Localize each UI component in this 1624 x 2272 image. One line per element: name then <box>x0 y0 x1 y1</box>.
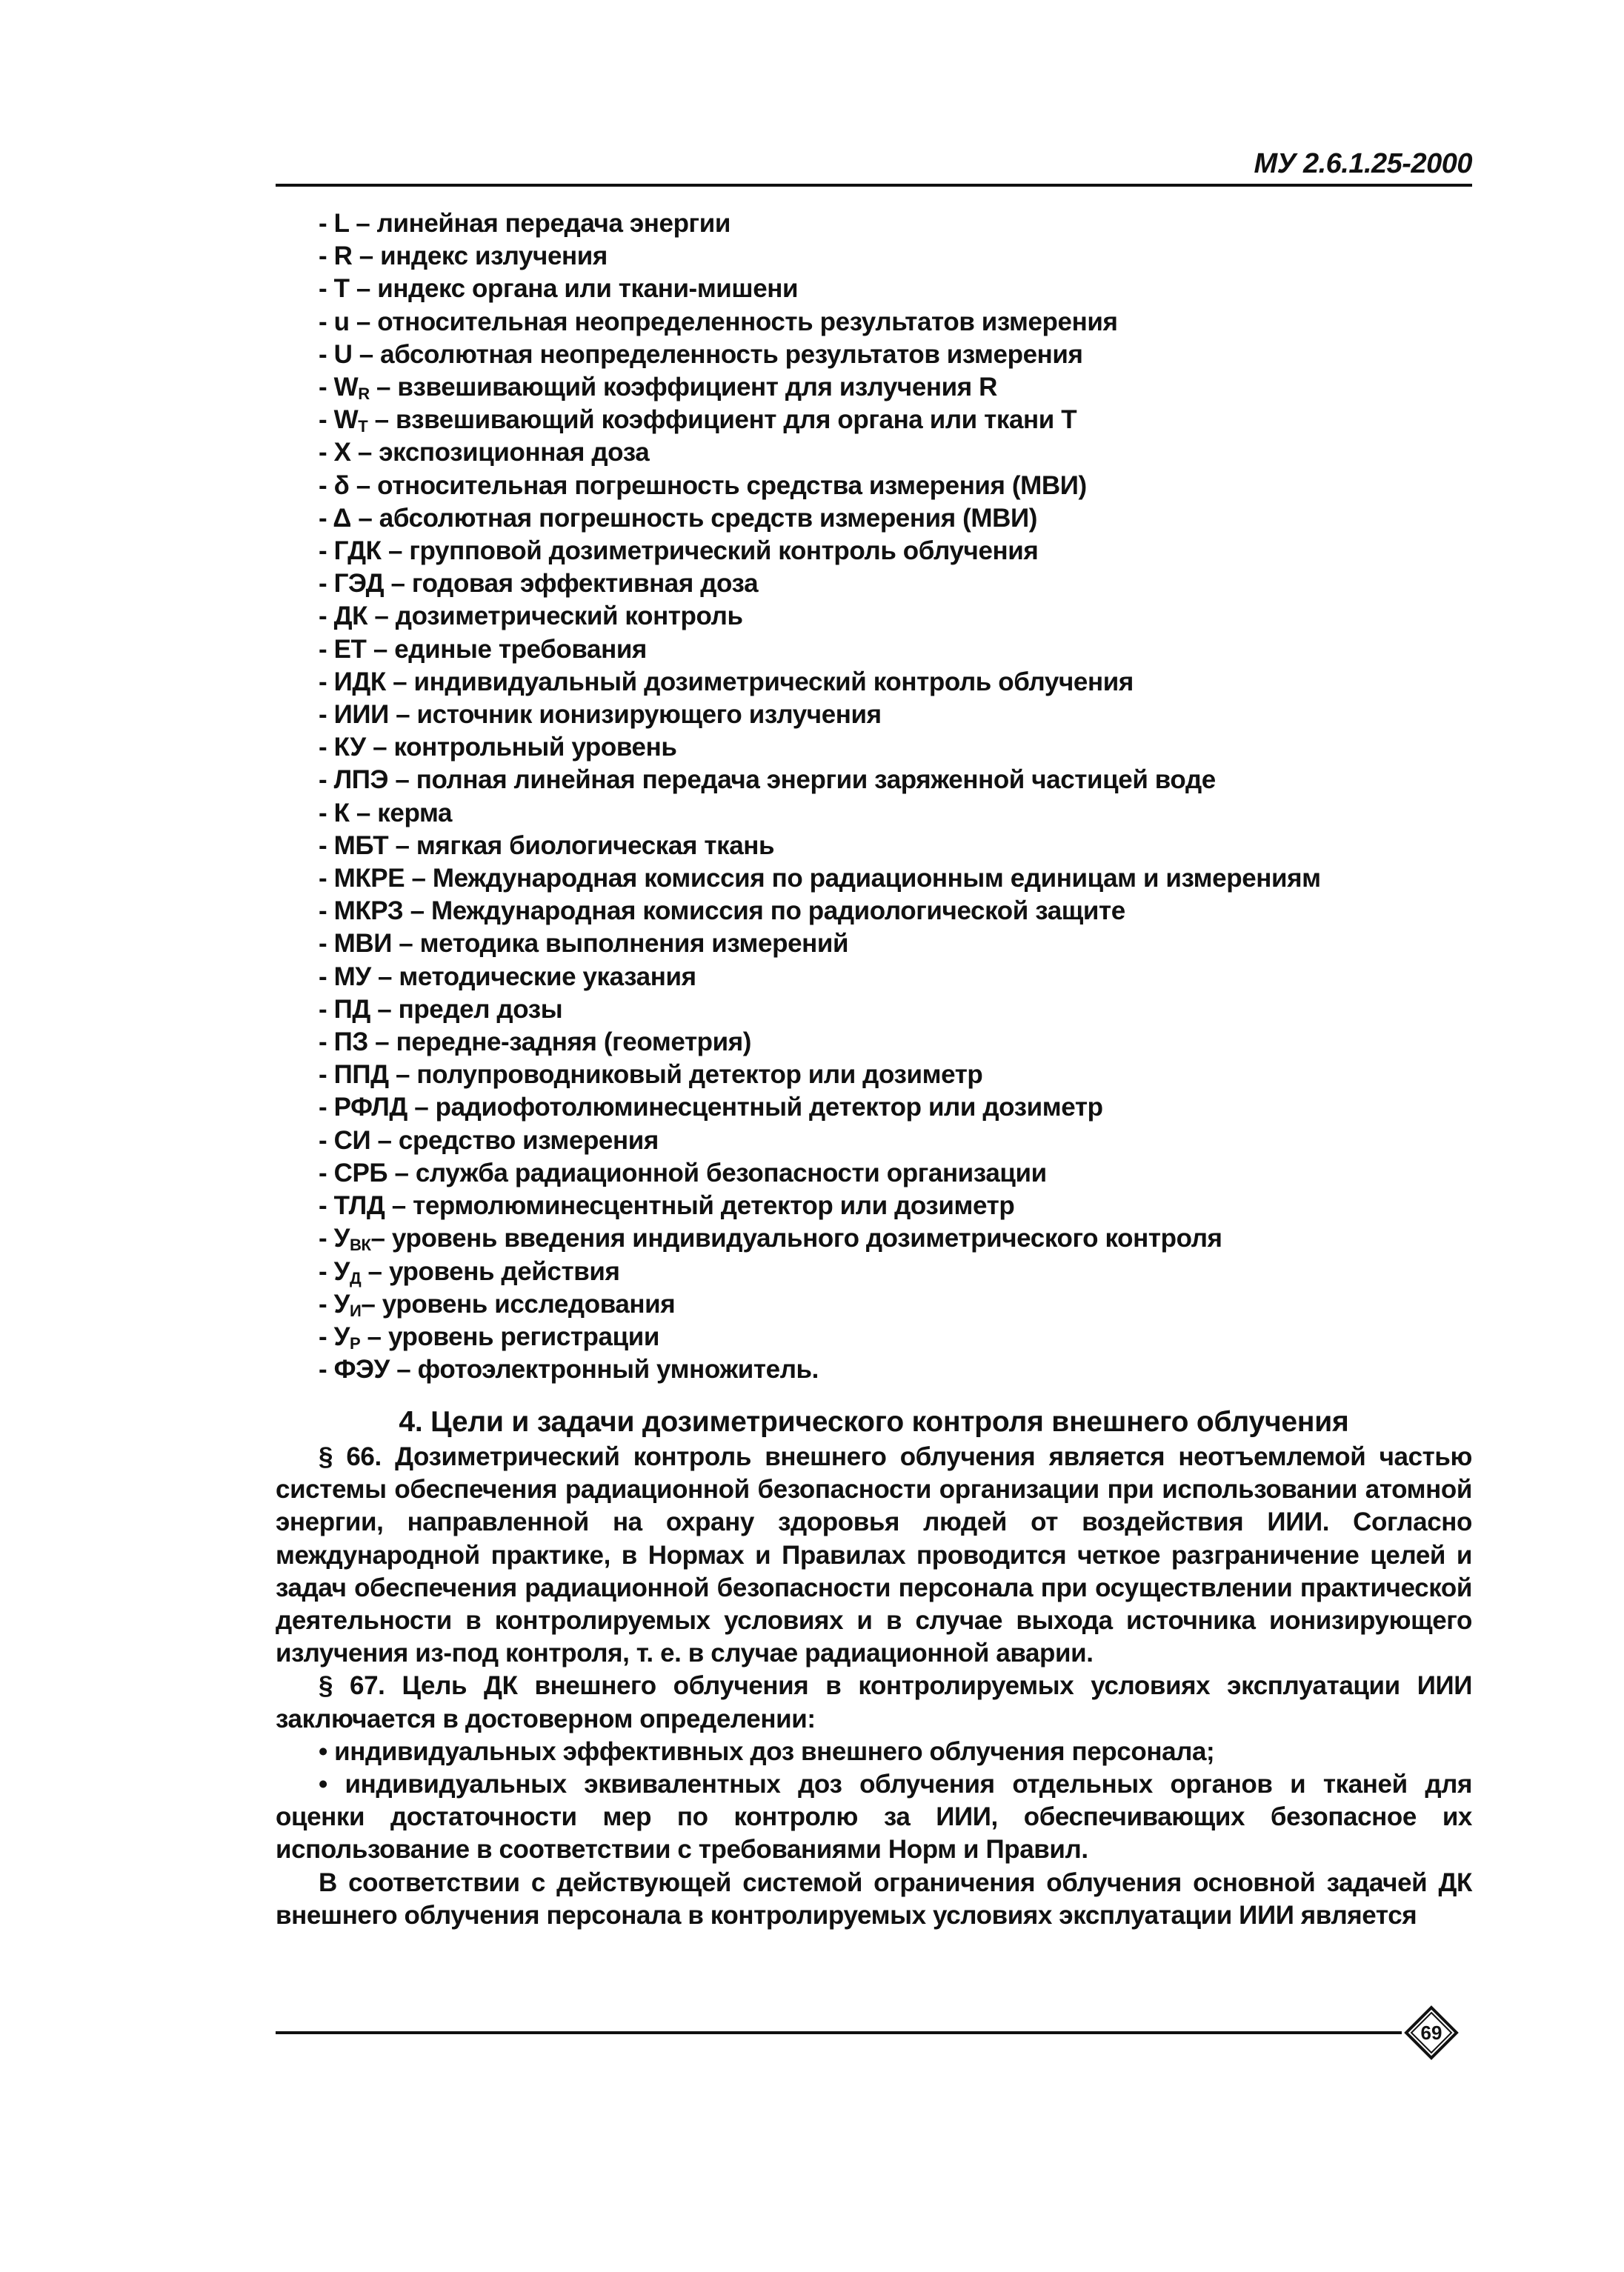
abbreviation-subscript: И <box>349 1301 362 1320</box>
abbreviation-item: - ПД – предел дозы <box>319 994 563 1024</box>
abbreviation-item: - U – абсолютная неопределенность результатов измерения <box>319 339 1083 369</box>
abbreviation-item: - СРБ – служба радиационной безопасности организации <box>319 1158 1047 1187</box>
abbreviation-item: - X – экспозиционная доза <box>319 438 650 467</box>
abbreviation-item: - δ – относительная погрешность средства измерения (МВИ) <box>319 470 1087 500</box>
paragraph-66: § 66. Дозиметрический контроль внешнего облучения является неотъемлемой частью системы обеспечения радиационной безопасности организации при использовании атомной энергии, направленной на охрану здоровья людей от воздействия ИИИ. Согласно международной практике, в Нормах и Правилах проводится четкое разграничение целей и задач обеспечения радиационной безопасности персонала при осуществлении практической деятельности в контролируемых условиях и в случае выхода источника ионизирующего излучения из-под контроля, т. е. в случае радиационной аварии. <box>276 1442 1472 1668</box>
abbreviation-symbol: - У <box>319 1289 350 1319</box>
abbreviation-item <box>319 371 1474 404</box>
abbreviation-definition: – взвешивающий коэффициент для органа или ткани T <box>367 405 1077 435</box>
abbreviation-symbol: - У <box>319 1224 350 1253</box>
section-title: 4. Цели и задачи дозиметрического контроля внешнего облучения <box>399 1406 1349 1438</box>
abbreviation-definition: – взвешивающий коэффициент для излучения R <box>369 373 997 402</box>
paragraph-main-task: В соответствии с действующей системой ограничения облучения основной задачей ДК внешнего облучения персонала в контролируемых условиях эксплуатации ИИИ является <box>276 1868 1472 1930</box>
abbreviation-item: - МВИ – методика выполнения измерений <box>319 929 849 959</box>
abbreviation-item: - МУ – методические указания <box>319 962 696 991</box>
abbreviation-item: - Δ – абсолютная погрешность средств измерения (МВИ) <box>319 503 1037 533</box>
abbreviation-symbol: - W <box>319 405 359 435</box>
abbreviation-item: - ЕТ – единые требования <box>319 634 647 664</box>
abbreviation-item: - ИДК – индивидуальный дозиметрический контроль облучения <box>319 667 1134 696</box>
abbreviation-item <box>319 1222 1474 1255</box>
abbreviation-item: - ДК – дозиметрический контроль <box>319 602 743 631</box>
abbreviation-item: - МКРЗ – Международная комиссия по радиологической защите <box>319 896 1125 926</box>
abbreviation-item: - ЛПЭ – полная линейная передача энергии заряженной частицей воде <box>319 765 1216 795</box>
abbreviation-item <box>319 404 1474 436</box>
abbreviation-item: - К – керма <box>319 798 453 827</box>
abbreviation-item: - ФЭУ – фотоэлектронный умножитель. <box>319 1355 819 1385</box>
abbreviation-definition: – уровень действия <box>361 1256 620 1286</box>
footer-rule <box>276 2031 1402 2034</box>
bullet-item-equivalent-doses: • индивидуальных эквивалентных доз облучения отдельных органов и тканей для оценки достаточности мер по контролю за ИИИ, обеспечивающих безопасное их использование в соответствии с требованиями Норм и Правил. <box>276 1770 1472 1865</box>
abbreviation-definition: – уровень введения индивидуального дозиметрического контроля <box>370 1224 1222 1253</box>
abbreviation-item <box>319 1321 1474 1353</box>
abbreviation-item: - L – линейная передача энергии <box>319 209 731 238</box>
abbreviation-item: - ТЛД – термолюминесцентный детектор или дозиметр <box>319 1191 1015 1221</box>
abbreviation-item: - ГДК – групповой дозиметрический контроль облучения <box>319 536 1039 566</box>
abbreviation-subscript: Р <box>349 1333 361 1353</box>
page-number-badge <box>1402 2003 1461 2062</box>
running-header-doc-code: МУ 2.6.1.25-2000 <box>1254 148 1472 179</box>
abbreviation-subscript: ВК <box>349 1236 371 1255</box>
abbreviation-subscript: R <box>358 384 370 404</box>
abbreviation-list <box>319 207 1474 1386</box>
abbreviation-symbol: - У <box>319 1322 350 1351</box>
abbreviation-item: - МКРЕ – Международная комиссия по радиационным единицам и измерениям <box>319 864 1321 893</box>
section-4 <box>276 1404 1472 1932</box>
abbreviation-item <box>319 1288 1474 1321</box>
abbreviation-item: - u – относительная неопределенность результатов измерения <box>319 307 1118 336</box>
abbreviation-definition: – уровень исследования <box>361 1289 676 1319</box>
abbreviation-item: - СИ – средство измерения <box>319 1125 659 1155</box>
abbreviation-item: - КУ – контрольный уровень <box>319 733 677 762</box>
abbreviation-item: - РФЛД – радиофотолюминесцентный детектор или дозиметр <box>319 1093 1103 1122</box>
abbreviation-item: - ПЗ – передне-задняя (геометрия) <box>319 1027 752 1057</box>
abbreviation-item: - T – индекс органа или ткани-мишени <box>319 274 799 304</box>
abbreviation-item: - R – индекс излучения <box>319 241 608 271</box>
abbreviation-item: - ГЭД – годовая эффективная доза <box>319 569 759 599</box>
abbreviation-subscript: Д <box>349 1268 362 1287</box>
abbreviation-item: - ППД – полупроводниковый детектор или дозиметр <box>319 1060 983 1090</box>
abbreviation-definition: – уровень регистрации <box>360 1322 659 1351</box>
page-number: 69 <box>1420 2022 1442 2044</box>
bullet-item-effective-doses: • индивидуальных эффективных доз внешнего облучения персонала; <box>319 1736 1215 1766</box>
abbreviation-subscript: T <box>358 417 368 436</box>
abbreviation-item: - МБТ – мягкая биологическая ткань <box>319 830 775 860</box>
abbreviation-item: - ИИИ – источник ионизирующего излучения <box>319 700 882 730</box>
abbreviation-symbol: - У <box>319 1256 350 1286</box>
abbreviation-item <box>319 1256 1474 1288</box>
header-rule <box>276 184 1472 187</box>
paragraph-67: § 67. Цель ДК внешнего облучения в контролируемых условиях эксплуатации ИИИ заключается в достоверном определении: <box>276 1671 1472 1733</box>
abbreviation-symbol: - W <box>319 373 359 402</box>
